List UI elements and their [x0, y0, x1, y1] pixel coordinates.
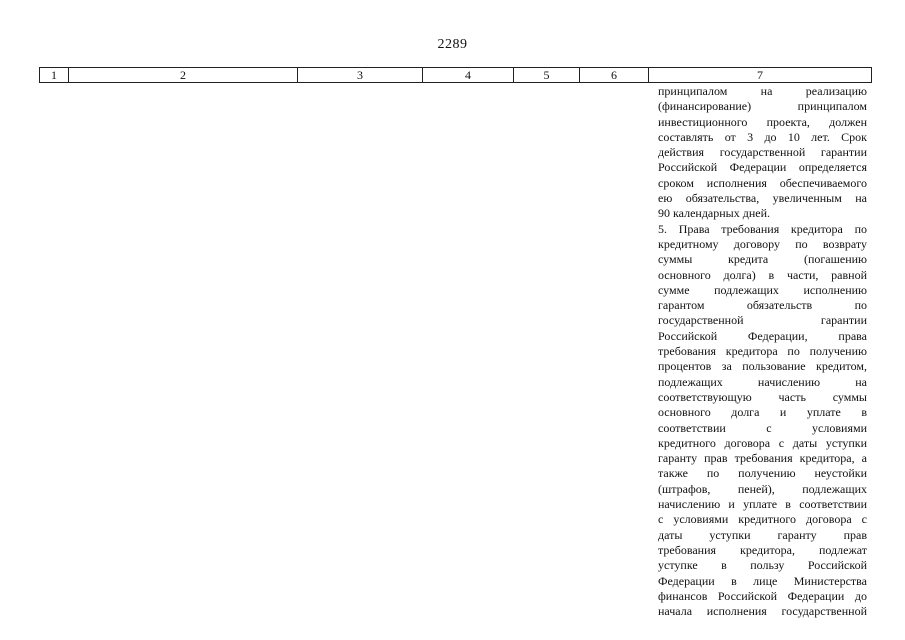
text-line: начала исполнения государственной — [658, 604, 867, 619]
text-line: государственной гарантии — [658, 313, 867, 328]
text-line: требования кредитора, подлежат — [658, 542, 867, 557]
column-header-6: 6 — [580, 68, 649, 83]
text-line: основного долга) в части, равной — [658, 267, 867, 282]
text-line: с условиями кредитного договора с — [658, 512, 867, 527]
text-line: ею обязательства, увеличенным на — [658, 191, 867, 206]
text-line: 90 календарных дней. — [658, 206, 771, 221]
column-header-1: 1 — [40, 68, 69, 83]
text-line: кредитному договору по возврату — [658, 236, 867, 251]
text-line: Российской Федерации, права — [658, 328, 867, 343]
column-header-4: 4 — [423, 68, 514, 83]
text-line: основного долга и уплате в — [658, 405, 867, 420]
text-line: соответствии с условиями — [658, 420, 867, 435]
text-line: составлять от 3 до 10 лет. Срок — [658, 129, 867, 144]
column-header-3: 3 — [298, 68, 423, 83]
text-line: начислению и уплате в соответствии — [658, 497, 867, 512]
text-line: соответствующую часть суммы — [658, 389, 867, 404]
text-line: финансов Российской Федерации до — [658, 588, 867, 603]
text-line: инвестиционного проекта, должен — [658, 114, 867, 129]
text-line: сроком исполнения обеспечиваемого — [658, 175, 867, 190]
text-line: Федерации в лице Министерства — [658, 573, 867, 588]
text-line: Российской Федерации определяется — [658, 160, 867, 175]
text-line: действия государственной гарантии — [658, 145, 867, 160]
text-line: суммы кредита (погашению — [658, 252, 867, 267]
column-7-text — [658, 84, 867, 619]
column-number-row — [40, 68, 872, 83]
table-header — [39, 67, 872, 83]
text-line: требования кредитора по получению — [658, 344, 867, 359]
column-header-5: 5 — [514, 68, 580, 83]
column-header-7: 7 — [649, 68, 872, 83]
text-line: гаранту прав требования кредитора, а — [658, 451, 867, 466]
text-line: подлежащих начислению на — [658, 374, 867, 389]
text-line: принципалом на реализацию — [658, 84, 867, 98]
column-header-2: 2 — [69, 68, 298, 83]
text-line: уступке в пользу Российской — [658, 558, 867, 573]
text-line: также по получению неустойки — [658, 466, 867, 481]
text-line: даты уступки гаранту прав — [658, 527, 867, 542]
text-line: гарантом обязательств по — [658, 298, 867, 313]
text-line: кредитного договора с даты уступки — [658, 435, 867, 450]
text-line: сумме подлежащих исполнению — [658, 282, 867, 297]
text-line: процентов за пользование кредитом, — [658, 359, 867, 374]
text-line: (штрафов, пеней), подлежащих — [658, 481, 867, 496]
text-line: (финансирование) принципалом — [658, 99, 867, 114]
text-line: 5. Права требования кредитора по — [658, 221, 867, 236]
page-number: 2289 — [437, 37, 468, 52]
